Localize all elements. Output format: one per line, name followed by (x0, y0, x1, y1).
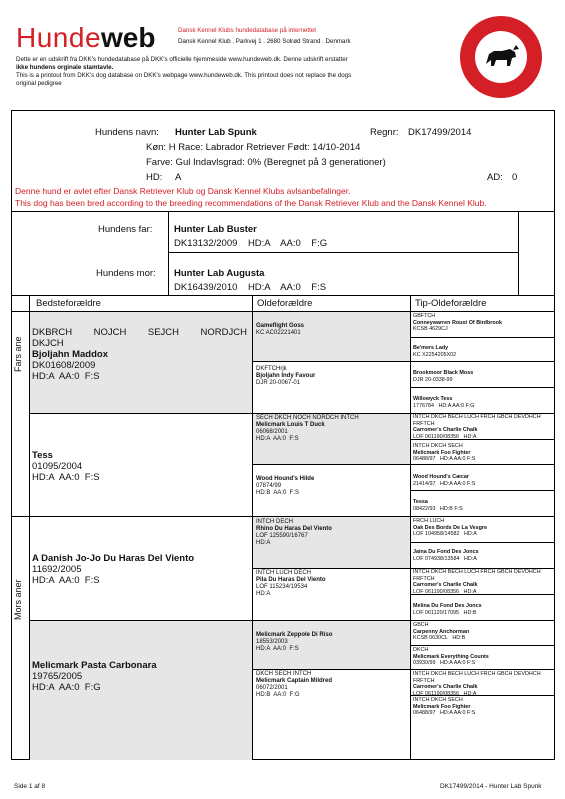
gp-info: HD:A AA:0 F:S (32, 472, 100, 483)
ad-value: 0 (512, 172, 518, 183)
ggg-15 (413, 671, 553, 697)
breeding-note-da: Denne hund er avlet efter Dansk Retriever Klub og Dansk Kennel Klubs avlsanbefalinger. (15, 186, 351, 196)
logo (16, 22, 155, 54)
divider (11, 211, 555, 212)
ggg-reg: KC X2254205X02 (413, 351, 457, 358)
ggg-4 (413, 396, 553, 409)
ggg-12 (413, 603, 553, 616)
ggg-reg: KCSB 4629CJ (413, 326, 448, 333)
ggg-name: Jaina Du Fond Des Joncs (413, 549, 479, 555)
ggp-reg: KC AC02221401 (256, 330, 301, 336)
ggg-reg: LOF 074938/13584 HD:A (413, 555, 477, 562)
great-grandparent-8 (256, 671, 406, 699)
ggg-reg: DJR 20-0338-99 (413, 376, 453, 383)
sire-label: Hundens far: (98, 224, 153, 235)
ggg-3 (413, 370, 553, 383)
dam-name: Hunter Lab Augusta (174, 268, 265, 279)
gp-info: HD:A AA:0 F:S (32, 371, 100, 382)
divider (252, 413, 410, 414)
disclaimer-da (16, 56, 456, 88)
dam-info: DK16439/2010 HD:A AA:0 F:S (174, 282, 327, 293)
divider (410, 361, 555, 362)
dog-name-label: Hundens navn: (95, 127, 159, 138)
great-grandparent-2 (256, 366, 406, 387)
ggp-info: HD:A (256, 591, 271, 597)
ggp-reg: LOF 115234/19534 (256, 584, 308, 590)
reg-label: Regnr: (370, 127, 399, 138)
divider (518, 211, 519, 295)
ggg-titles: GBCH (413, 622, 429, 628)
gp-reg: 19765/2005 (32, 671, 83, 682)
ggp-reg: 06072/2001 (256, 685, 288, 691)
gp-reg: 11692/2005 (32, 564, 82, 575)
disclaimer-en-line1: This is a printout from DKK's dog database on DKK's webpage www.hundeweb.dk. This printout does not replace the dogs (16, 72, 352, 79)
ggg-name: Melicmark Foo Fighter (413, 703, 471, 710)
ggg-10 (413, 549, 553, 562)
divider (410, 387, 555, 388)
ggg-5 (413, 414, 553, 440)
ggg-titles: INTCH DKCH BECH LUCH FRCH GBCH DEVDHCH FRFTCH (413, 569, 541, 582)
ggp-reg: 06068/2001 (256, 429, 288, 435)
ggg-name: Oak Des Bords De La Vesgre (413, 524, 488, 531)
ggp-titles: SECH DKCH NOCH NORDCH INTCH (256, 415, 359, 421)
ggp-reg: LOF 125590/16767 (256, 533, 308, 539)
ggp-name: Melicmark Captain Mildred (256, 678, 333, 684)
ggg-reg: 1776784 HD:A AA:0 F:G (413, 402, 475, 409)
gp-reg: DK01608/2009 (32, 360, 96, 371)
ggg-name: Carpenny Anchorman (413, 628, 470, 635)
dog-name: Hunter Lab Spunk (175, 127, 257, 138)
ggg-reg: 21414/97 HD:A AA:0 F:S (413, 480, 476, 487)
ggg-reg: LOF 061120/17095 HD:B (413, 609, 477, 616)
gp-name: Melicmark Pasta Carbonara (32, 660, 157, 671)
dog-sex-line: Køn: H Race: Labrador Retriever Født: 14/10-2014 (146, 142, 361, 153)
ggg-14 (413, 647, 553, 667)
ggg-titles: INTCH DKCH BECH LUCH FRCH GBCH DEVDHCH FRFTCH (413, 414, 541, 427)
ggp-name: Rhino Du Haras Del Viento (256, 526, 332, 532)
ggg-titles: FRCH LUCH (413, 518, 445, 524)
logo-part1: Hunde (16, 22, 102, 53)
ggp-reg: 18553/2003 (256, 639, 288, 645)
ggg-16 (413, 697, 553, 717)
ggp-titles: INTCH DECH (256, 519, 293, 525)
ggp-name: Gameflight Goss (256, 323, 305, 329)
ggp-info: HD:B AA:0 F:G (256, 692, 300, 698)
ggp-name: Bjoljahn Indy Favour (256, 373, 316, 379)
divider (410, 295, 411, 760)
divider (410, 645, 555, 646)
logo-part2: web (101, 22, 156, 53)
ggg-reg: 03930/99 HD:A AA:0 F:S (413, 660, 476, 667)
ggg-2 (413, 345, 553, 358)
ggp-titles: DKCH SECH INTCH (256, 671, 312, 677)
footer-ref: DK17499/2014 - Hunter Lab Spunk (440, 783, 542, 790)
ggg-name: Carromer's Charlie Chalk (413, 427, 478, 434)
ggg-6 (413, 443, 553, 463)
ggg-name: Melicmark Everything Counts (413, 653, 489, 660)
divider (410, 620, 555, 621)
gp-info: HD:A AA:0 F:G (32, 682, 101, 693)
ggg-name: Melicmark Foo Fighter (413, 449, 471, 456)
dam-label: Hundens mor: (96, 268, 156, 279)
ggp-titles: INTCH LUCH DECH (256, 570, 312, 576)
divider (410, 464, 555, 465)
divider (410, 669, 555, 670)
dog-color-line: Farve: Gul Indavlsgrad: 0% (Beregnet på 3 generationer) (146, 157, 386, 168)
great-grandparent-5 (256, 519, 406, 547)
gp-info: HD:A AA:0 F:S (32, 575, 100, 586)
sire-info: DK13132/2009 HD:A AA:0 F:G (174, 238, 328, 249)
divider (410, 542, 555, 543)
ggg-titles: INTCH DKCH BECH LUCH FRCH GBCH DEVDHCH FRFTCH (413, 671, 541, 684)
divider (29, 413, 252, 414)
ggg-name: Wood Hound's Cæcar (413, 474, 469, 480)
ggg-7 (413, 474, 553, 487)
ggg-titles: GBFTCH (413, 313, 436, 319)
ggg-reg: 06488/97 HD:A AA:0 F:S (413, 456, 476, 463)
ggp-name: Melicmark Zeppole Di Riso (256, 632, 333, 638)
ggg-name: Willowyck Tess (413, 396, 453, 402)
ggg-name: Melina Du Fond Des Joncs (413, 603, 482, 609)
divider (11, 295, 555, 296)
ggg-reg: LOF 061190/08356 HD:A (413, 690, 477, 697)
gp-titles2: DKJCH (32, 338, 64, 349)
ggg-name: Brookmoor Black Moss (413, 370, 474, 376)
divider (252, 620, 410, 621)
great-grandparent-4 (256, 476, 406, 497)
gp-titles: DKBRCH NOJCH SEJCH NORDJCH (32, 327, 247, 338)
great-grandparent-7 (256, 632, 406, 653)
hd-value: A (175, 172, 182, 183)
grandparent-4 (32, 660, 247, 693)
disclaimer-da-line2: ikke hundens orginale stamtavle. (16, 64, 114, 71)
col-header-grandparents: Bedsteforældre (36, 298, 101, 309)
ggp-name: Melicmark Louis T Duck (256, 422, 325, 428)
grandparent-1 (32, 327, 247, 382)
ggg-name: Carromer's Charlie Chalk (413, 684, 478, 691)
divider (410, 490, 555, 491)
ggg-name: Tessa (413, 499, 428, 505)
gp-name: A Danish Jo-Jo Du Haras Del Viento (32, 553, 195, 564)
ggg-name: Carromer's Charlie Chalk (413, 582, 478, 589)
ggp-info: HD:A (256, 540, 271, 546)
divider (252, 361, 410, 362)
ggp-info: HD:B AA:0 F:S (256, 490, 300, 496)
ggp-info: HD:A AA:0 F:S (256, 436, 299, 442)
gp-reg: 01095/2004 (32, 461, 83, 472)
footer-page: Side 1 af 8 (14, 783, 46, 790)
ggg-name: Conneywarren Roust Of Birdbrook (413, 319, 502, 326)
ggp-info: HD:A AA:0 F:S (256, 646, 299, 652)
sire-name: Hunter Lab Buster (174, 224, 257, 235)
tagline-address: Dansk Kennel Klub . Parkvej 1 . 2680 Solrød Strand . Denmark (178, 38, 351, 45)
great-grandparent-1 (256, 323, 406, 337)
divider (252, 568, 410, 569)
side-label-mors: Mors aner (13, 579, 23, 620)
ggg-titles: INTCH DKCH SECH (413, 443, 463, 449)
side-label-fars: Fars ane (13, 336, 23, 372)
ggg-reg: LOF 061190/08356 HD:A (413, 433, 477, 440)
divider (29, 620, 252, 621)
dkk-seal-icon (458, 14, 544, 100)
gp-name: Tess (32, 450, 53, 461)
great-grandparent-3 (256, 415, 408, 443)
disclaimer-da-line1: Dette er en udskrift fra DKK's hundedatabase på DKK's officielle hjemmeside www.hundeweb.dk. Denne udskrift erstatter (16, 56, 348, 63)
ad-label: AD: (487, 172, 503, 183)
grandparent-3 (32, 553, 250, 586)
ggg-titles: INTCH DKCH SECH (413, 697, 463, 703)
col-header-great-grandparents: Oldeforældre (257, 298, 313, 309)
reg-number: DK17499/2014 (408, 127, 472, 138)
ggg-13 (413, 622, 553, 642)
divider (252, 669, 410, 670)
ggg-titles: DKCH (413, 647, 429, 653)
grandparent-2 (32, 450, 247, 483)
ggg-reg: LOF 061190/08356 HD:A (413, 588, 477, 595)
ggp-reg: 07874/99 (256, 483, 282, 489)
great-grandparent-6 (256, 570, 406, 598)
ggg-9 (413, 518, 553, 538)
ggg-reg: 06488/97 HD:A AA:0 F:S (413, 710, 476, 717)
ggg-reg: 08422/93 HD:B F:S (413, 505, 463, 512)
ggp-titles: DKFTCHrjk (256, 366, 287, 372)
disclaimer-en-line2: original pedigree (16, 80, 62, 87)
ggg-1 (413, 313, 553, 333)
ggg-reg: KCSB 0630CL HD:B (413, 635, 466, 642)
col-header-great-great: Tip-Oldeforældre (415, 298, 487, 309)
ggp-name: Wood Hound's Hilde (256, 476, 315, 482)
ggp-reg: DJR 20-0067-01 (256, 380, 301, 386)
gp-name: Bjoljahn Maddox (32, 349, 108, 360)
tagline-red: Dansk Kennel Klubs hundedatabase på internettet (178, 27, 316, 34)
ggg-8 (413, 499, 553, 512)
breeding-note-en: This dog has been bred according to the breeding recommendations of the Dansk Retriever Klub and the Dansk Kennel Klub. (15, 198, 487, 208)
ggp-name: Pila Du Haras Del Viento (256, 577, 326, 583)
divider (410, 337, 555, 338)
hd-label: HD: (146, 172, 163, 183)
ggg-11 (413, 569, 553, 595)
divider (252, 464, 410, 465)
ggg-reg: LOF 104958/14582 HD:A (413, 531, 477, 538)
divider (168, 252, 518, 253)
ggg-name: Be'mers Lady (413, 345, 449, 351)
divider (168, 211, 169, 295)
